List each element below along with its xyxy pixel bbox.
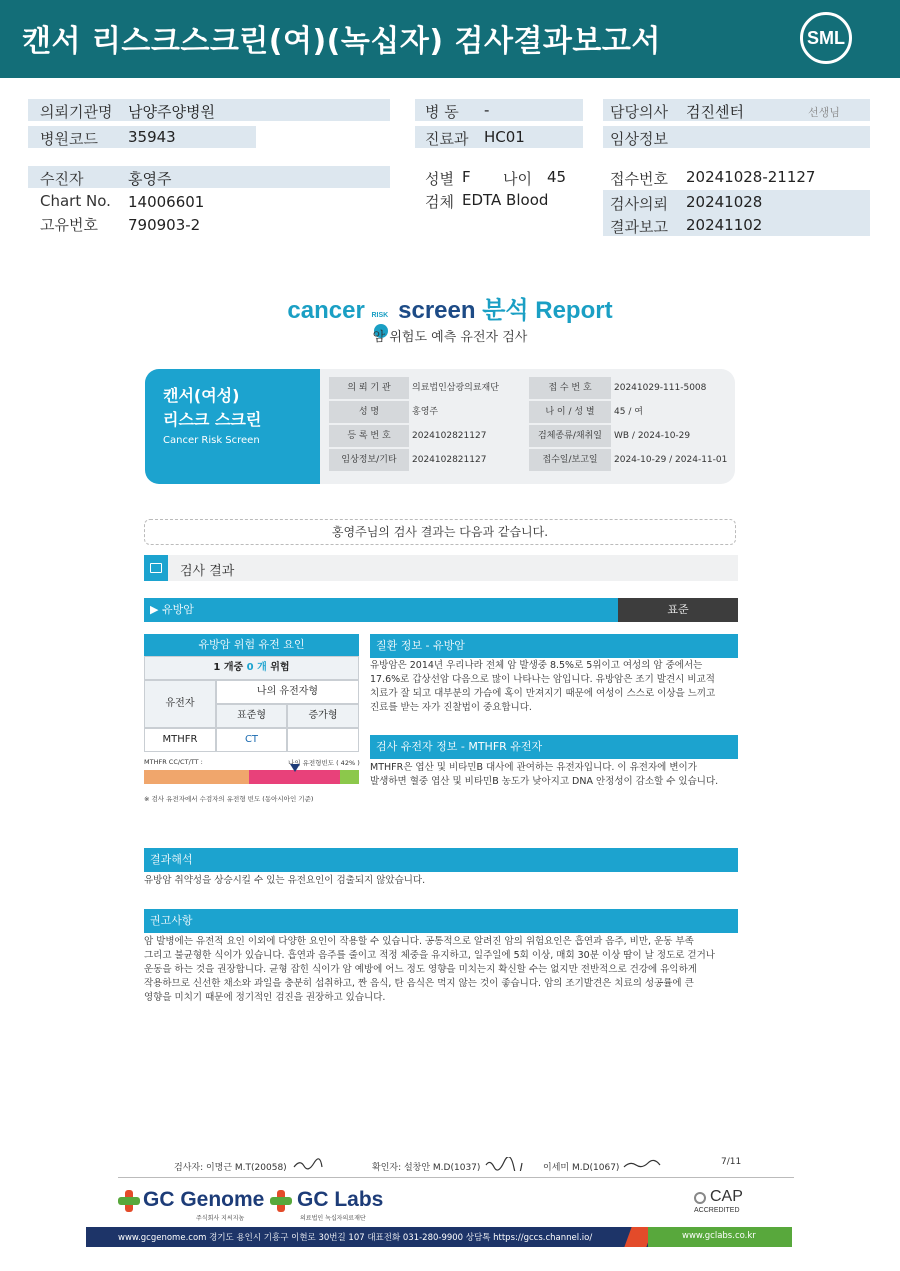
text-line: 진료를 받는 자가 진찰법이 중요합니다. [370, 702, 532, 713]
receipt-value: 20241028-21127 [686, 168, 816, 186]
card-label: 성 명 [329, 401, 409, 423]
text-line: MTHFR은 엽산 및 비타민B 대사에 관여하는 유전자입니다. 이 유전자에 변이가 [370, 762, 697, 773]
ward-label: 병 동 [425, 103, 459, 121]
bottom-url: www.gclabs.co.kr [682, 1231, 756, 1241]
increase-col-header: 증가형 [287, 704, 359, 728]
patient-value: 홍영주 [128, 170, 172, 188]
gene-header: 유전자 [144, 680, 216, 728]
risk-count-suffix: 위험 [266, 662, 290, 673]
report-header-bar [0, 0, 900, 78]
patient-label: 수진자 [40, 170, 84, 188]
confirmer-signature [484, 1156, 524, 1170]
risk-count-value: 0 개 [246, 662, 267, 673]
specimen-label: 검체 [425, 193, 454, 211]
text-line: 암 발병에는 유전적 요인 이외에 다양한 요인이 작용할 수 있습니다. 공통적으로 알려진 암의 위험요인은 흡연과 음주, 비만, 운동 부족 [144, 936, 694, 947]
freq-marker-icon [290, 764, 300, 772]
result-value: 20241102 [686, 216, 763, 234]
clinical-label: 임상정보 [610, 130, 668, 148]
text-line: 운동을 하는 것을 권장합니다. 균형 잡힌 식이가 암 예방에 어느 정도 영향을 미치는지 확신할 수는 없지만 전반적으로 건강에 유익하게 [144, 964, 697, 975]
freq-bar [144, 770, 359, 784]
request-value: 20241028 [686, 193, 763, 211]
card-title-1: 캔서(여성) [163, 386, 240, 405]
card-info-grid [329, 377, 729, 471]
tester-name: 검사자: 이명근 M.T(20058) [174, 1163, 287, 1173]
increase-empty-cell [287, 728, 359, 752]
ward-value: - [484, 101, 490, 119]
freq-label: MTHFR CC/CT/TT : [144, 758, 203, 766]
footer-divider [118, 1177, 794, 1178]
section-bar [144, 555, 738, 581]
cancer-status-badge: 표준 [618, 598, 738, 622]
test-info-card [145, 369, 735, 484]
brand-subtitle: 암 위험도 예측 유전자 검사 [372, 330, 528, 345]
brand-screen: screen [398, 297, 476, 324]
confirmer2-signature [622, 1156, 662, 1170]
brand-report: 분석 Report [482, 297, 613, 324]
freq-segment-1 [144, 770, 249, 784]
card-value: 의료법인삼광의료재단 [412, 383, 499, 393]
hospital-code-label: 병원코드 [40, 130, 98, 148]
text-line: 그리고 불균형한 식이가 있습니다. 흡연과 음주를 줄이고 적정 체중을 유지하고, 일주일에 5회 이상, 매회 30분 이상 땀이 날 정도로 걷거나 [144, 950, 715, 961]
sml-logo [800, 12, 852, 64]
card-title-3: Cancer Risk Screen [163, 435, 260, 446]
gc-labs-cross-icon [270, 1190, 292, 1212]
receipt-label: 접수번호 [610, 170, 668, 188]
bottom-contact-text: www.gcgenome.com 경기도 용인시 기흥구 이현로 30번길 107 대표전화 031-280-9900 상담톡 https://gccs.channel.io/ [118, 1233, 593, 1243]
doctor-value: 검진센터 [686, 103, 744, 121]
page-number: 7/11 [721, 1157, 742, 1167]
confirmer2-name: 이세미 M.D(1067) [543, 1163, 620, 1173]
institution-value: 남양주양병원 [128, 103, 215, 121]
risk-count-prefix: 1 개중 [213, 662, 247, 673]
my-genotype-header: 나의 유전자형 [216, 680, 359, 704]
card-value: 2024102821127 [412, 455, 487, 465]
card-label: 나 이 / 성 별 [529, 401, 611, 423]
id-value: 790903-2 [128, 216, 201, 234]
risk-count [144, 656, 359, 680]
result-label: 결과보고 [610, 218, 668, 236]
card-title-panel [145, 369, 320, 484]
genotype-value: CT [216, 728, 287, 752]
sex-label: 성별 [425, 170, 454, 188]
text-line: 영향을 미치기 때문에 정기적인 검진을 권장하고 있습니다. [144, 992, 386, 1003]
text-line: 작용하므로 신선한 채소와 과일을 충분히 섭취하고, 짠 음식, 탄 음식은 먹지 않는 것이 좋습니다. 암의 조기발견은 치료의 성공률에 큰 [144, 978, 694, 989]
hospital-code-value: 35943 [128, 128, 176, 146]
specimen-value: EDTA Blood [462, 191, 549, 209]
request-label: 검사의뢰 [610, 195, 668, 213]
age-value: 45 [547, 168, 567, 186]
sex-value: F [462, 168, 471, 186]
greeting-banner: 홍영주님의 검사 결과는 다음과 같습니다. [144, 519, 736, 545]
cap-sub: ACCREDITED [694, 1207, 740, 1214]
card-value: 2024102821127 [412, 431, 487, 441]
card-value: 홍영주 [412, 407, 439, 417]
card-value: 45 / 여 [614, 407, 643, 417]
gc-cross-icon [118, 1190, 140, 1212]
card-label: 검체종류/채취일 [529, 425, 611, 447]
freq-segment-3 [340, 770, 359, 784]
standard-col-header: 표준형 [216, 704, 287, 728]
text-line: 유방암은 2014년 우리나라 전체 암 발생중 8.5%로 5위이고 여성의 암 중에서는 [370, 660, 703, 671]
recommendation-text [144, 935, 738, 1005]
freq-note: ※ 검사 유전자에서 수검자의 유전형 빈도 (동아시아인 기준) [144, 795, 314, 803]
age-label: 나이 [503, 170, 532, 188]
department-value: HC01 [484, 128, 525, 146]
brand-cancer: cancer [287, 297, 365, 324]
doctor-label: 담당의사 [610, 103, 668, 121]
gc-genome-sub: 주식회사 지씨지놈 [196, 1215, 245, 1222]
chart-value: 14006601 [128, 193, 205, 211]
gene-table-title: 유방암 위험 유전 요인 [144, 634, 359, 656]
freq-segment-2 [249, 770, 339, 784]
interpretation-title: 결과해석 [144, 848, 738, 872]
institution-label: 의뢰기관명 [40, 103, 113, 121]
card-value: WB / 2024-10-29 [614, 431, 691, 441]
card-label: 의 뢰 기 관 [329, 377, 409, 399]
text-line: 17.6%로 갑상선암 다음으로 많이 나타나는 암입니다. 유방암은 조기 발견시 비교적 [370, 674, 715, 685]
id-label: 고유번호 [40, 216, 98, 234]
card-label: 등 록 번 호 [329, 425, 409, 447]
card-label: 접 수 번 호 [529, 377, 611, 399]
card-value: 20241029-111-5008 [614, 383, 707, 393]
report-title: 캔서 리스크스크린(여)(녹십자) 검사결과보고서 [22, 24, 661, 59]
recommendation-title: 권고사항 [144, 909, 738, 933]
tester-signature [292, 1156, 324, 1170]
text-line: 발생하면 혈중 엽산 및 비타민B 농도가 낮아지고 DNA 안정성이 감소할 수 있습니다. [370, 776, 719, 787]
disease-info-text [370, 659, 738, 715]
gc-labs-sub: 의료법인 녹십자의료재단 [300, 1215, 366, 1222]
section-title: 검사 결과 [180, 564, 235, 579]
card-label: 접수일/보고일 [529, 449, 611, 471]
card-title-2: 리스크 스크린 [163, 410, 262, 429]
gene-info-title: 검사 유전자 정보 - MTHFR 유전자 [370, 735, 738, 759]
gene-info-text [370, 761, 738, 789]
cancer-name-bar: ▶ 유방암 [144, 598, 618, 622]
card-value: 2024-10-29 / 2024-11-01 [614, 455, 728, 465]
doctor-suffix: 선생님 [808, 106, 840, 119]
gc-genome-logo: GC Genome [143, 1188, 265, 1211]
cap-logo: CAP [710, 1188, 743, 1205]
card-label: 임상정보/기타 [329, 449, 409, 471]
freq-my-label: 나의 유전형빈도 ( 42% ) [288, 759, 360, 767]
gene-name: MTHFR [144, 728, 216, 752]
text-line: 치료가 잘 되고 대부분의 가슴에 혹이 만져지기 때문에 여성이 스스로 이상을 느끼고 [370, 688, 716, 699]
department-label: 진료과 [425, 130, 469, 148]
brand-title [0, 290, 900, 325]
chart-label: Chart No. [40, 192, 111, 210]
gc-labs-logo: GC Labs [297, 1188, 384, 1211]
disease-info-title: 질환 정보 - 유방암 [370, 634, 738, 658]
cap-emblem-icon [694, 1192, 706, 1204]
sml-logo-text: SML [807, 28, 845, 48]
risk-text: RISK [371, 312, 389, 319]
confirmer-name: 확인자: 설창안 M.D(1037) [372, 1163, 481, 1173]
result-folder-icon [144, 555, 168, 581]
interpretation-text: 유방암 취약성을 상승시킬 수 있는 유전요인이 검출되지 않았습니다. [144, 875, 426, 886]
